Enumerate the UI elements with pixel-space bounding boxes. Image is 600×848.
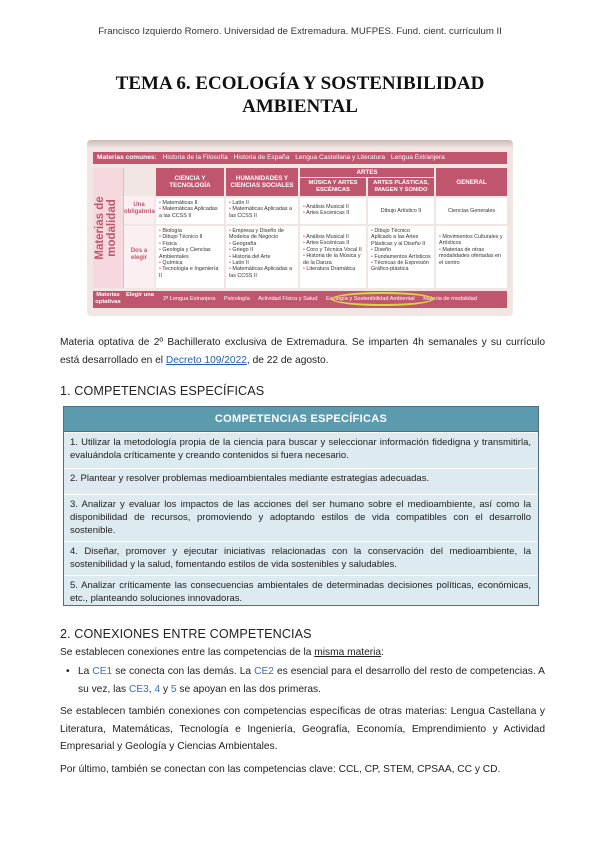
col-ciencias: CIENCIA Y TECNOLOGÍA	[156, 168, 224, 196]
cell-el-ciencias: • Biología • Dibujo Técnico II • Física • Geología y Ciencias Ambientales • Química • Tecnología e Ingeniería II	[156, 226, 224, 288]
competencia-row-4: 4. Diseñar, promover y ejecutar iniciativas relacionadas con la conservación del medioambiente, la sostenibilidad y la salud, fomentando estilos de vida sostenibles y saludables.	[64, 541, 537, 575]
decreto-link[interactable]: Decreto 109/2022	[165, 354, 247, 366]
cell-el-humanidades: • Empresa y Diseño de Modelos de Negocio • Geografía • Griego II • Historia del Arte • Latín II • Matemáticas Aplicadas a las CCSS II	[226, 226, 298, 288]
col-musica: MÚSICA Y ARTES ESCÉNICAS	[300, 178, 366, 196]
cell-ob-musica: • Análisis Musical II • Artes Escénicas II	[300, 198, 366, 224]
cell-el-general: • Movimientos Culturales y Artísticos • Materias de otras modalidades ofertadas en el centro	[436, 226, 507, 288]
highlight-ellipse	[331, 292, 434, 306]
cell-ob-ciencias: • Matemáticas II • Matemáticas Aplicadas a las CCSS II	[156, 198, 224, 224]
optativa: Materia de modalidad	[423, 296, 478, 302]
cell-ob-humanidades: • Latín II • Matemáticas Aplicadas a las CCSS II	[226, 198, 298, 224]
competencias-clave-paragraph: Por último, también se conectan con las competencias clave: CCL, CP, STEM, CPSAA, CC y CD.	[60, 764, 501, 775]
competencia-row-3: 3. Analizar y evaluar los impactos de las acciones del ser humano sobre el medioambiente, así como la disponibilidad de recursos, promoviendo y adoptando estilos de vida compatibles con el desarrollo sostenible.	[64, 494, 537, 541]
optativas-label: Materias optativas	[95, 292, 121, 305]
otras-materias-paragraph: Se establecen también conexiones con competencias específicas de otras materias: Lengua Castellana y Literatura, Matemáticas, Tecnología e Ingeniería, Geografía, Economía, Emprendimiento y Actividad Empresarial y Geología y Ciencias Ambientales.	[60, 706, 545, 752]
materia-comun: Historia de España	[233, 154, 290, 161]
optativas-elige: Elegir una	[125, 292, 155, 298]
section-1-heading: 1. COMPETENCIAS ESPECÍFICAS	[60, 384, 265, 398]
page-title-line-1: TEMA 6. ECOLOGÍA Y SOSTENIBILIDAD	[115, 73, 485, 94]
tier-obligatoria: Una obligatoria	[124, 196, 154, 224]
competencia-row-2: 2. Plantear y resolver problemas medioambientales mediante estrategias adecuadas.	[64, 468, 537, 494]
modalidad-side-label: Materias de modalidad	[94, 196, 118, 260]
cell-el-musica: • Análisis Musical II • Artes Escénicas II • Coro y Técnica Vocal II • Historia de la Música y de la Danza • Literatura Dramática	[300, 226, 366, 288]
page-title	[0, 72, 600, 118]
modalidad-side-panel	[93, 168, 124, 288]
bullet-icon: •	[66, 666, 70, 677]
optativa: 2ª Lengua Extranjera	[163, 296, 216, 302]
competencia-row-5: 5. Analizar críticamente las consecuencias ambientales de determinadas decisiones políticas, económicas, etc., planteando soluciones innovadoras.	[64, 575, 537, 605]
materias-comunes-row	[93, 152, 507, 164]
conexiones-bullet-list	[60, 663, 545, 698]
optativa-highlighted: Ecología y Sostenibilidad Ambiental	[326, 296, 415, 302]
intro-paragraph: Materia optativa de 2º Bachillerato exclusiva de Extremadura. Se imparten 4h semanales y su currículo está desarrollado en el Decreto 109/2022, de 22 de agosto.	[60, 337, 545, 366]
page-title-line-2: AMBIENTAL	[242, 96, 358, 117]
cell-el-plasticas: • Dibujo Técnico Aplicado a las Artes Plásticas y al Diseño II • Diseño • Fundamentos Artísticos • Técnicas de Expresión Gráfico-plástica	[368, 226, 434, 288]
col-plasticas: ARTES PLÁSTICAS, IMAGEN Y SONIDO	[368, 178, 434, 196]
col-humanidades: HUMANIDADES Y CIENCIAS SOCIALES	[226, 168, 298, 196]
competencias-table-header: COMPETENCIAS ESPECÍFICAS	[64, 407, 538, 432]
materias-comunes-label: Materias comunes:	[97, 154, 157, 161]
competencias-table	[63, 406, 539, 606]
optativa: Psicología	[224, 296, 250, 302]
materia-comun: Historia de la Filosofía	[162, 154, 228, 161]
section-2-heading: 2. CONEXIONES ENTRE COMPETENCIAS	[60, 627, 312, 641]
modalidades-figure	[87, 140, 513, 316]
competencia-row-1: 1. Utilizar la metodología propia de la ciencia para buscar y seleccionar información fidedigna y transmitirla, evaluándola críticamente y creando contenidos si fuera necesario.	[64, 432, 537, 468]
col-general: GENERAL	[436, 168, 507, 196]
materias-optativas-row	[93, 291, 507, 308]
optativas-list	[163, 296, 484, 303]
materia-comun: Lengua Castellana y Literatura	[295, 154, 386, 161]
optativa: Actividad Física y Salud	[258, 296, 318, 302]
col-artes: ARTES	[300, 168, 434, 177]
conexiones-lead: Se establecen conexiones entre las competencias de la misma materia:	[60, 647, 384, 658]
cell-ob-plasticas: Dibujo Artístico II	[368, 198, 434, 224]
list-item: • La CE1 se conecta con las demás. La CE2 es esencial para el desarrollo del resto de competencias. A su vez, las CE3, 4 y 5 se apoyan en las dos primeras.	[60, 663, 545, 698]
cell-ob-general: Ciencias Generales	[436, 198, 507, 224]
materia-comun: Lengua Extranjera	[390, 154, 445, 161]
tier-elegir: Dos a elegir	[124, 226, 154, 288]
running-header: Francisco Izquierdo Romero. Universidad de Extremadura. MUFPES. Fund. cient. currículum II	[98, 26, 502, 37]
